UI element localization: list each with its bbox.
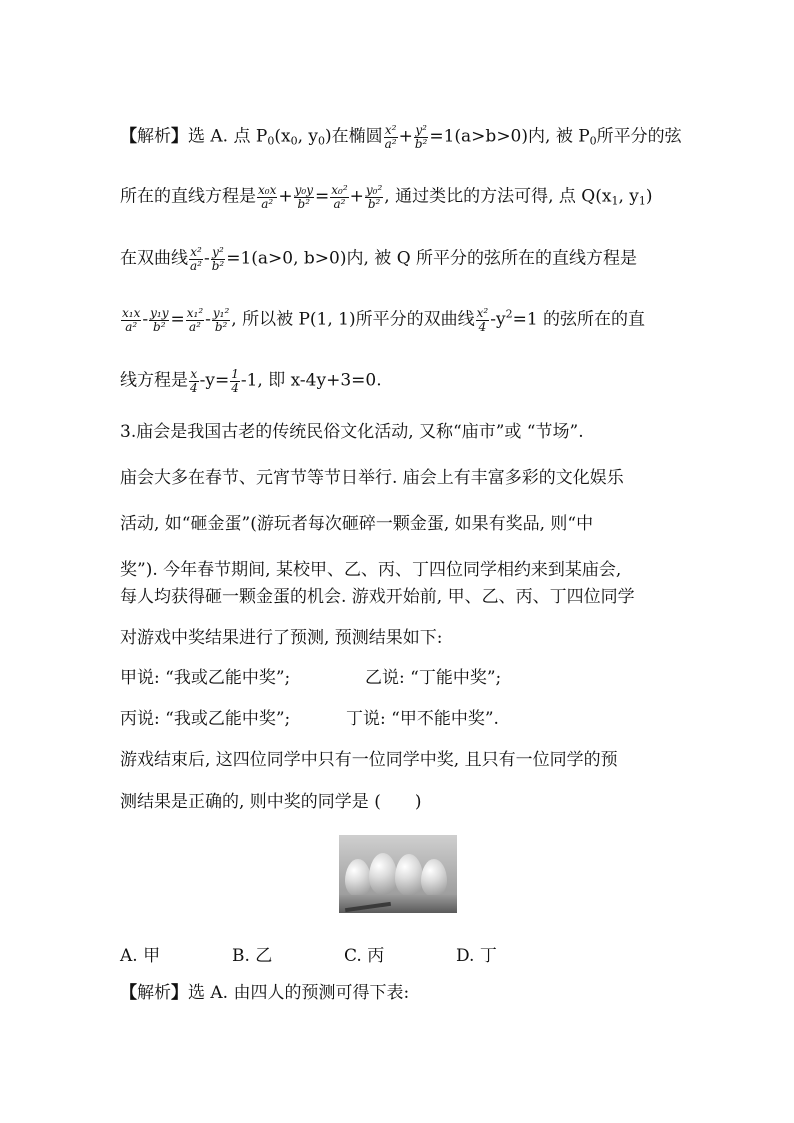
text-segment: 所平分的弦 bbox=[596, 126, 682, 147]
prediction-bing: 丙说: “我或乙能中奖”; bbox=[120, 709, 291, 729]
operator: + bbox=[398, 126, 413, 147]
fraction: $\frac{\text{y²}}{\text{b²}}$ bbox=[211, 245, 225, 273]
text-segment: -1, 即 x-4y+3=0. bbox=[240, 370, 382, 391]
prediction-yi: 乙说: “丁能中奖”; bbox=[365, 668, 502, 688]
text-segment: , 所以被 P(1, 1)所平分的双曲线 bbox=[231, 309, 475, 330]
analysis-tag: 解析 bbox=[137, 983, 171, 1003]
text-segment: -y= bbox=[199, 370, 230, 391]
option-c: C. 丙 bbox=[344, 946, 385, 966]
fraction: $\frac{x}{4}$ bbox=[190, 367, 198, 395]
text-segment: 所在的直线方程是 bbox=[120, 186, 256, 207]
question-line-5: 每人均获得砸一颗金蛋的机会. 游戏开始前, 甲、乙、丙、丁四位同学 bbox=[120, 587, 635, 607]
analysis1-line2 bbox=[120, 184, 653, 210]
analysis-bracket-close: 】 bbox=[171, 126, 188, 147]
subscript: 0 bbox=[589, 134, 597, 148]
text-segment: =1 的弦所在的直 bbox=[512, 309, 646, 330]
subscript: 0 bbox=[290, 134, 298, 148]
fraction: $\frac{\text{y₁²}}{\text{b²}}$ bbox=[212, 306, 230, 334]
option-b: B. 乙 bbox=[232, 946, 273, 966]
analysis1-line4 bbox=[120, 307, 645, 333]
text-segment: 选 A. 点 P bbox=[188, 126, 268, 147]
text-segment: =1(a>0, b>0)内, 被 Q 所平分的弦所在的直线方程是 bbox=[226, 248, 638, 269]
fraction: $\frac{\text{y₁y}}{\text{b²}}$ bbox=[150, 306, 169, 334]
fraction: $\frac{\text{x₁x}}{\text{a²}}$ bbox=[122, 306, 141, 334]
operator: + bbox=[278, 186, 293, 207]
egg-icon bbox=[369, 853, 397, 895]
fraction: $\frac{\text{y²}}{\text{b²}}$ bbox=[414, 123, 428, 151]
prediction-ding: 丁说: “甲不能中奖”. bbox=[346, 709, 499, 729]
subscript: 1 bbox=[638, 194, 646, 208]
fraction: $\frac{\text{x²}}{\text{a²}}$ bbox=[190, 245, 202, 273]
fraction: $\frac{\text{x₀x}}{\text{a²}}$ bbox=[258, 183, 277, 211]
egg-icon bbox=[345, 859, 371, 897]
question-line-4: 奖”). 今年春节期间, 某校甲、乙、丙、丁四位同学相约来到某庙会, bbox=[120, 560, 622, 580]
analysis1-line1 bbox=[120, 124, 682, 150]
question-line-3: 活动, 如“砸金蛋”(游玩者每次砸碎一颗金蛋, 如果有奖品, 则“中 bbox=[120, 514, 594, 534]
operator: = bbox=[314, 186, 330, 207]
analysis-bracket-close: 】 bbox=[171, 983, 188, 1003]
text-segment: 线方程是 bbox=[120, 370, 188, 391]
superscript: 2 bbox=[505, 307, 513, 321]
subscript: 0 bbox=[267, 134, 275, 148]
analysis-tag: 解析 bbox=[137, 126, 171, 147]
option-a: A. 甲 bbox=[120, 946, 161, 966]
fraction: $\frac{\text{x²}}{4}$ bbox=[476, 306, 489, 334]
fraction: $\frac{\text{x₁²}}{\text{a²}}$ bbox=[186, 306, 204, 334]
question-line-1: 3.庙会是我国古老的传统民俗文化活动, 又称“庙市”或 “节场”. bbox=[120, 422, 584, 442]
fraction: $\frac{1}{4}$ bbox=[231, 367, 239, 395]
operator: + bbox=[349, 186, 364, 207]
text-segment: 在双曲线 bbox=[120, 248, 188, 269]
text-segment: , y bbox=[297, 126, 318, 147]
question-after-1: 游戏结束后, 这四位同学中只有一位同学中奖, 且只有一位同学的预 bbox=[120, 750, 618, 770]
analysis1-line5 bbox=[120, 368, 382, 394]
question-line-2: 庙会大多在春节、元宵节等节日举行. 庙会上有丰富多彩的文化娱乐 bbox=[120, 468, 624, 488]
text-segment: )在椭圆 bbox=[325, 126, 383, 147]
operator: - bbox=[142, 309, 149, 330]
text-segment: =1(a>b>0)内, 被 P bbox=[429, 126, 590, 147]
egg-icon bbox=[421, 859, 447, 897]
prediction-jia: 甲说: “我或乙能中奖”; bbox=[120, 668, 291, 688]
operator: = bbox=[170, 309, 185, 330]
text-segment: , 通过类比的方法可得, 点 Q(x bbox=[384, 186, 612, 207]
fraction: $\frac{\text{x²}}{\text{a²}}$ bbox=[384, 123, 397, 151]
subscript: 0 bbox=[318, 134, 325, 148]
text-segment: (x bbox=[274, 126, 291, 147]
text-segment: 选 A. 由四人的预测可得下表: bbox=[188, 983, 410, 1003]
operator: - bbox=[203, 248, 210, 269]
analysis-bracket-open: 【 bbox=[120, 983, 137, 1003]
subscript: 1 bbox=[611, 194, 619, 208]
operator: - bbox=[205, 309, 211, 330]
fraction: $\frac{\text{y₀y}}{\text{b²}}$ bbox=[294, 183, 313, 211]
option-d: D. 丁 bbox=[456, 946, 497, 966]
text-segment: , y bbox=[618, 186, 639, 207]
analysis-bracket-open: 【 bbox=[120, 126, 137, 147]
analysis2-line bbox=[120, 985, 409, 1002]
fraction: $\frac{\text{y₀²}}{\text{b²}}$ bbox=[365, 183, 383, 211]
question-line-6: 对游戏中奖结果进行了预测, 预测结果如下: bbox=[120, 628, 443, 648]
analysis1-line3 bbox=[120, 246, 637, 272]
egg-icon bbox=[395, 854, 423, 896]
question-after-2: 测结果是正确的, 则中奖的同学是 ( ) bbox=[120, 792, 422, 812]
fraction: $\frac{\text{x₀²}}{\text{a²}}$ bbox=[331, 183, 348, 211]
golden-eggs-photo bbox=[339, 835, 457, 913]
text-segment: -y bbox=[490, 309, 506, 330]
text-segment: ) bbox=[645, 186, 653, 207]
